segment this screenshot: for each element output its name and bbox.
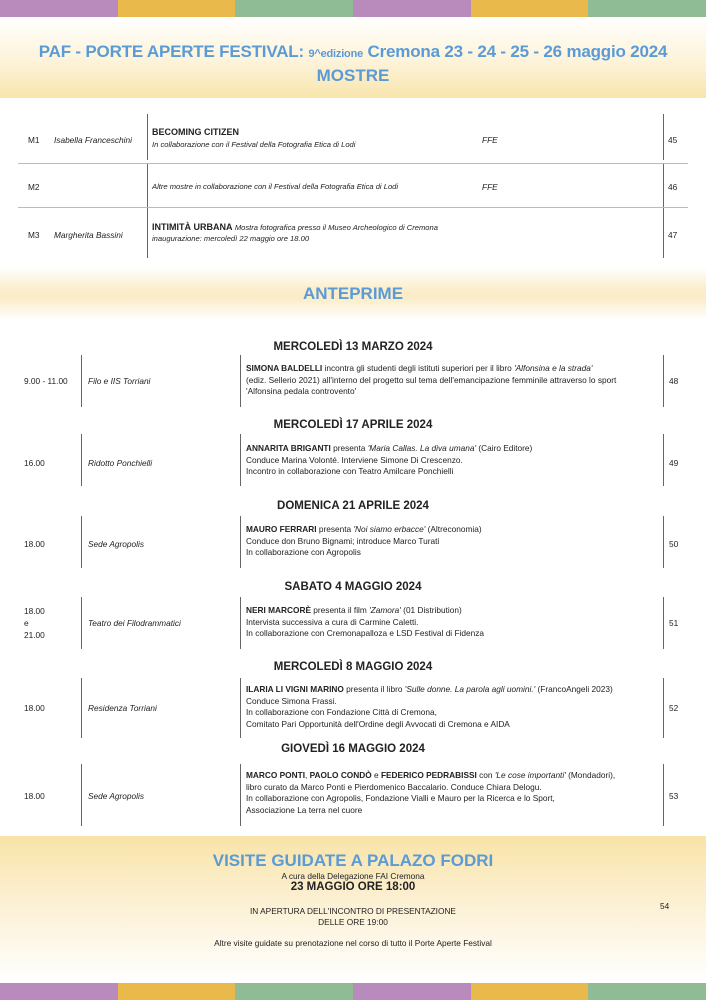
visite-note: IN APERTURA DELL'INCONTRO DI PRESENTAZIONE [250,906,456,916]
event-date: MERCOLEDÌ 8 MAGGIO 2024 [273,661,433,673]
header-band [0,17,706,98]
event-date: DOMENICA 21 APRILE 2024 [277,500,429,512]
event-row: 18.00 Sede Agropolis MAURO FERRARI presenta 'Noi siamo erbacce' (Altreconomia) Conduce don Bruno Bignami; introduce Marco Turati In collaborazione con Agropolis 50 [0,516,706,568]
event-row: 16.00 Ridotto Ponchielli ANNARITA BRIGANTI presenta 'Maria Callas. La diva umana' (Cairo Editore) Conduce Marina Volonté. Interviene Simone Di Crescenzo. Incontro in collaborazione con Teatro Amilcare Ponchielli 49 [0,434,706,486]
event-date: SABATO 4 MAGGIO 2024 [284,581,422,593]
anteprime-band [0,267,706,320]
section-title-mostre: MOSTRE [316,66,390,85]
mostra-row: M3 Margherita Bassini INTIMITÀ URBANA Mostra fotografica presso il Museo Archeologico di Cremona inaugurazione: mercoledì 22 maggio ore 18.00 47 [0,208,706,258]
festival-title: PAF - PORTE APERTE FESTIVAL: 9^edizione Cremona 23 - 24 - 25 - 26 maggio 2024 [38,42,668,61]
bottom-color-stripe [0,983,706,1000]
event-row: 18.00 Residenza Torriani ILARIA LI VIGNI MARINO presenta il libro 'Sulle donne. La parola agli uomini.' (FrancoAngeli 2023) Conduce Simona Frassi. In collaborazione con Fondazione Città di Cremona, Comitato Pari Opportunità dell'Ordine degli Avvocati di Cremona e AIDA 52 [0,678,706,738]
event-row: 18.00 e 21.00 Teatro dei Filodrammatici NERI MARCORÈ presenta il film 'Zamora' (01 Distribution) Intervista successiva a cura di Carmine Caletti. In collaborazione con Cremonapalloza e LSD Festival di Fidenza 51 [0,597,706,649]
visite-note: DELLE ORE 19:00 [318,917,388,927]
visite-date: 23 MAGGIO ORE 18:00 [290,881,416,893]
event-row: 9.00 - 11.00 Filo e IIS Torriani SIMONA BALDELLI incontra gli studenti degli istituti superiori per il libro 'Alfonsina e la strada' (ediz. Sellerio 2021) all'interno del progetto sul tema dell'emancipazione femminile attraverso lo sport 'Alfonsina pedala controvento' 48 [0,355,706,407]
event-row: 18.00 Sede Agropolis MARCO PONTI, PAOLO CONDÒ e FEDERICO PEDRABISSI con 'Le cose importanti' (Mondadori), libro curato da Marco Ponti e Pierdomenico Baccalario. Conduce Chiara Delogu. In collaborazione con Agropolis, Fondazione Vialli e Mauro per la Ricerca e lo Sport, Associazione La terra nel cuore 53 [0,764,706,826]
top-color-stripe [0,0,706,17]
event-date: GIOVEDÌ 16 MAGGIO 2024 [281,743,425,755]
mostra-row: M2 Altre mostre in collaborazione con il Festival della Fotografia Etica di Lodi FFE 46 [0,164,706,208]
visite-note: Altre visite guidate su prenotazione nel corso di tutto il Porte Aperte Festival [214,938,492,948]
visite-title: VISITE GUIDATE A PALAZO FODRI [212,851,494,870]
visite-guidate-band [0,836,706,983]
page-number: 54 [660,901,670,911]
event-date: MERCOLEDÌ 17 APRILE 2024 [273,419,433,431]
visite-subtitle: A cura della Delegazione FAI Cremona [281,871,425,881]
section-title-anteprime: ANTEPRIME [302,284,404,303]
event-date: MERCOLEDÌ 13 MARZO 2024 [273,341,433,353]
mostra-row: M1 Isabella Franceschini BECOMING CITIZEN In collaborazione con il Festival della Fotografia Etica di Lodi FFE 45 [0,114,706,160]
